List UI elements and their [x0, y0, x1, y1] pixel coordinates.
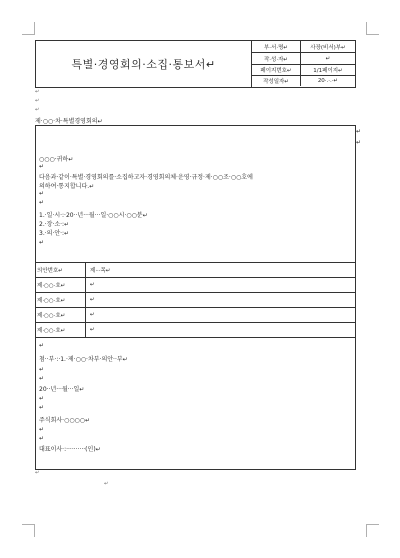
agenda-header-row	[36, 263, 355, 278]
agenda-title-cell[interactable]: ↵	[90, 282, 95, 288]
agenda-no-cell[interactable]: 제·○○·호↵	[36, 293, 86, 307]
paragraph-mark: ↵	[39, 375, 45, 382]
paragraph-mark: ↵	[39, 435, 45, 442]
meeting-place[interactable]: 2.·장·소·:↵	[39, 221, 70, 228]
document-meta-table	[252, 41, 355, 87]
meta-key: 작성일자↵	[252, 75, 301, 86]
ceo-signature-line[interactable]: 대표이사·:··········(인)↵	[39, 446, 101, 453]
paragraph-mark: ↵	[35, 107, 40, 113]
agenda-table	[36, 262, 355, 338]
crop-mark-top-left	[22, 22, 35, 35]
meeting-datetime[interactable]: 1.·일·시·:·20··년···월···일·○○시·○○분↵	[39, 212, 148, 219]
agenda-no-header: 의안번호↵	[36, 263, 86, 277]
paragraph-mark: ↵	[39, 426, 45, 433]
paragraph-mark: ↵	[35, 98, 40, 104]
agenda-title-cell[interactable]: ↵	[90, 312, 95, 318]
paragraph-mark: ↵	[39, 342, 45, 349]
paragraph-mark: ↵	[39, 239, 45, 246]
table-row	[36, 308, 355, 323]
meta-row-department	[252, 41, 355, 53]
agenda-no-cell[interactable]: 제·○○·호↵	[36, 323, 86, 337]
document-header	[35, 40, 356, 88]
meeting-agenda-label[interactable]: 3.·의·안·:↵	[39, 230, 70, 237]
notice-text[interactable]: 다음과·같이·특별·경영회의를·소집하고자·경영회의체·운영·규정·제·○○조·○○호에	[39, 174, 253, 181]
agenda-title-cell[interactable]: ↵	[90, 297, 95, 303]
paragraph-mark: ↵	[39, 190, 45, 197]
paragraph-mark: ↵	[39, 366, 45, 373]
meeting-title: 제·○○·차·특별경영회의↵	[35, 118, 103, 125]
meta-row-date	[252, 75, 355, 86]
paragraph-mark: ↵	[35, 89, 40, 95]
agenda-title-cell[interactable]: ↵	[90, 327, 95, 333]
paragraph-mark: ↵	[356, 128, 362, 135]
paragraph-mark: ↵	[39, 163, 45, 170]
meta-value[interactable]: 사장(비서)부↵	[310, 44, 346, 51]
notice-date[interactable]: 20··년···월···일↵	[39, 386, 85, 393]
attachment-line[interactable]: 첨··부·:·1.·제·○○·차부·의안··부↵	[39, 356, 128, 363]
crop-mark-bottom-right	[366, 524, 379, 537]
crop-mark-bottom-left	[22, 524, 35, 537]
agenda-no-cell[interactable]: 제·○○·호↵	[36, 308, 86, 322]
meta-value[interactable]: ↵	[325, 55, 331, 62]
paragraph-mark: ↵	[104, 481, 109, 487]
paragraph-mark: ↵	[39, 395, 45, 402]
meta-key: 부·서·명↵	[252, 41, 301, 52]
document-body-frame	[35, 125, 362, 470]
paragraph-mark: ↵	[356, 139, 362, 146]
agenda-title-header: 제···목↵	[90, 268, 111, 274]
meta-key: 작·성·자↵	[252, 53, 301, 64]
crop-mark-top-right	[366, 22, 379, 35]
notice-text-cont[interactable]: 의하여·통지합니다.↵	[39, 183, 95, 190]
agenda-no-cell[interactable]: 제·○○·호↵	[36, 278, 86, 292]
paragraph-mark: ↵	[39, 199, 45, 206]
meta-value[interactable]: 1/1페이지↵	[313, 67, 343, 74]
company-name[interactable]: 주식회사·○○○○↵	[39, 417, 91, 424]
paragraph-mark: ↵	[35, 470, 40, 476]
table-row	[36, 323, 355, 338]
recipient-line[interactable]: ○○○·귀하↵	[39, 156, 74, 163]
table-row	[36, 293, 355, 308]
document-title: 특별·경영회의·소집·통보서↵	[36, 41, 252, 87]
meta-value[interactable]: 20·.·.·↵	[317, 77, 339, 84]
meta-key: 페이지번호↵	[252, 64, 301, 75]
paragraph-mark: ↵	[39, 404, 45, 411]
table-row	[36, 278, 355, 293]
